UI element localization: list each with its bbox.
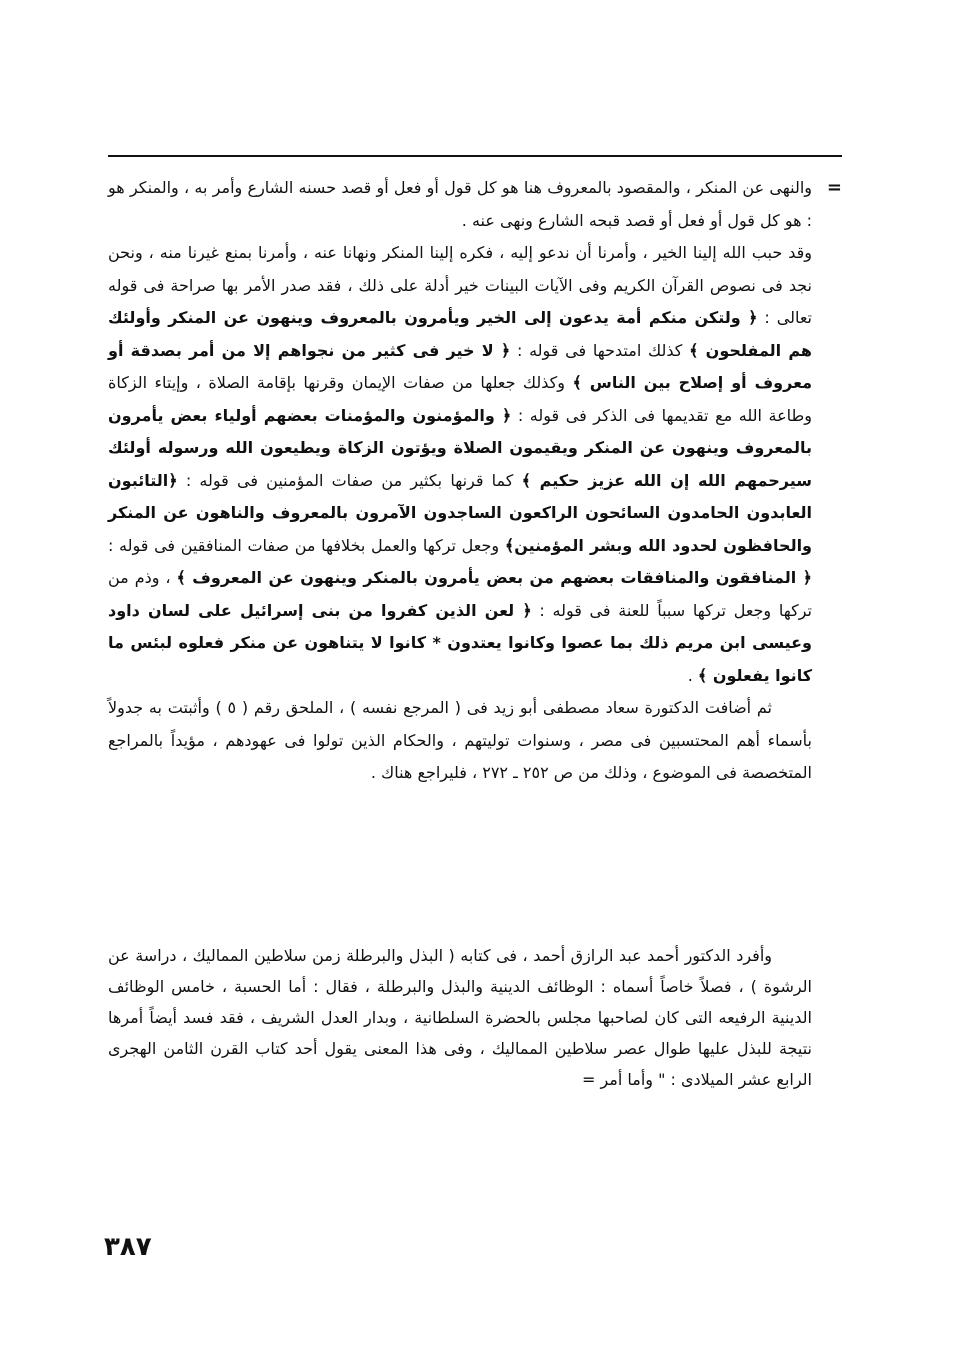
footnote-paragraph (108, 237, 812, 692)
page-number: ٣٨٧ (104, 1232, 152, 1262)
continuation-marker: = (826, 177, 842, 198)
paragraph-text: . (687, 665, 698, 685)
body-paragraphs (108, 940, 812, 1095)
paragraph-text: وجعل تركها والعمل بخلافها من صفات المنافقين فى قوله : (108, 535, 505, 555)
footnote-paragraph (108, 172, 812, 237)
quran-verse-text: ﴿ لا خير فى كثير من نجواهم إلا من أمر بصدقة أو معروف أو إصلاح بين الناس ﴾ (108, 340, 813, 392)
body-paragraph (108, 940, 812, 1095)
paragraph-text: ، وذم من تركها وجعل تركها سبباً للعنة فى قوله : (108, 568, 812, 620)
paragraph-text: والنهى عن المنكر ، والمقصود بالمعروف هنا هو كل قول أو فعل أو قصد حسنه الشارع وأمر به ، والمنكر هو : هو كل قول أو فعل أو قصد قبحه الشارع ونهى عنه . (108, 178, 812, 230)
paragraph-text: ثم أضافت الدكتورة سعاد مصطفى أبو زيد فى ( المرجع نفسه ) ، الملحق رقم ( ٥ ) وأثبتت به جدولاً بأسماء أهم المحتسبين فى مصر ، وسنوات توليتهم ، والحكام الذين تولوا فى عهودهم ، مؤيداً بالمراجع المتخصصة فى الموضوع ، وذلك من ص ٢٥٢ ـ ٢٧٢ ، فليراجع هناك . (108, 698, 812, 782)
footnote-paragraph (108, 692, 812, 790)
body-text-block (108, 940, 812, 1095)
paragraph-text: وأفرد الدكتور أحمد عبد الرازق أحمد ، فى كتابه ( البذل والبرطلة زمن سلاطين المماليك ، دراسة عن الرشوة ) ، فصلاً خاصاً أسماه : الوظائف الدينية والبذل والبرطلة ، فقال : أما الحسبة ، خامس الوظائف الدينية الرفيعه التى كان لصاحبها مجلس بالحضرة السلطانية ، وبدار العدل الشريف ، فقد فسد أيضاً أمرها نتيجة للبذل عليها طوال عصر سلاطين المماليك ، وفى هذا المعنى يقول أحد كتاب القرن الثامن الهجرى الرابع عشر الميلادى : " وأما أمر = (108, 946, 812, 1089)
quran-verse-text: ﴿التائبون العابدون الحامدون السائحون الراكعون الساجدون الآمرون بالمعروف والناهون عن المنكر والحافظون لحدود الله وبشر المؤمنين﴾ (108, 470, 813, 555)
paragraph-text: كما قرنها بكثير من صفات المؤمنين فى قوله : (177, 470, 522, 490)
quran-verse-text: ﴿ لعن الذين كفروا من بنى إسرائيل على لسان داود وعيسى ابن مريم ذلك بما عصوا وكانوا يعتدون * كانوا لا يتناهون عن منكر فعلوه لبئس ما كانوا يفعلون ﴾ (108, 600, 812, 685)
quran-verse-text: ﴿ والمؤمنون والمؤمنات بعضهم أولياء بعض يأمرون بالمعروف وينهون عن المنكر ويقيمون الصلاة ويؤتون الزكاة ويطيعون الله ورسوله أولئك سيرحمهم الله إن الله عزيز حكيم ﴾ (108, 405, 813, 490)
quran-verse-text: ﴿ المنافقون والمنافقات بعضهم من بعض يأمرون بالمنكر وينهون عن المعروف ﴾ (176, 568, 812, 587)
footnote-block (108, 172, 842, 790)
quran-verse-text: ﴿ ولتكن منكم أمة يدعون إلى الخير ويأمرون بالمعروف وينهون عن المنكر وأولئك هم المفلحون ﴾ (108, 308, 813, 360)
paragraph-text: وكذلك جعلها من صفات الإيمان وقرنها بإقامة الصلاة ، وإيتاء الزكاة وطاعة الله مع تقديمها فى الذكر فى قوله : (108, 373, 813, 425)
footnote-paragraphs (108, 172, 812, 790)
paragraph-text: كذلك امتدحها فى قوله : (510, 340, 690, 360)
footnote-separator-line (108, 155, 842, 157)
paragraph-text: وقد حبب الله إلينا الخير ، وأمرنا أن ندعو إليه ، فكره إلينا المنكر ونهانا عنه ، وأمرنا بمنع غيرنا منه ، ونحن نجد فى نصوص القرآن الكريم وفى الآيات البينات خير أدلة على ذلك ، فقد صدر الأمر بها صراحة فى قوله تعالى : (108, 243, 812, 327)
